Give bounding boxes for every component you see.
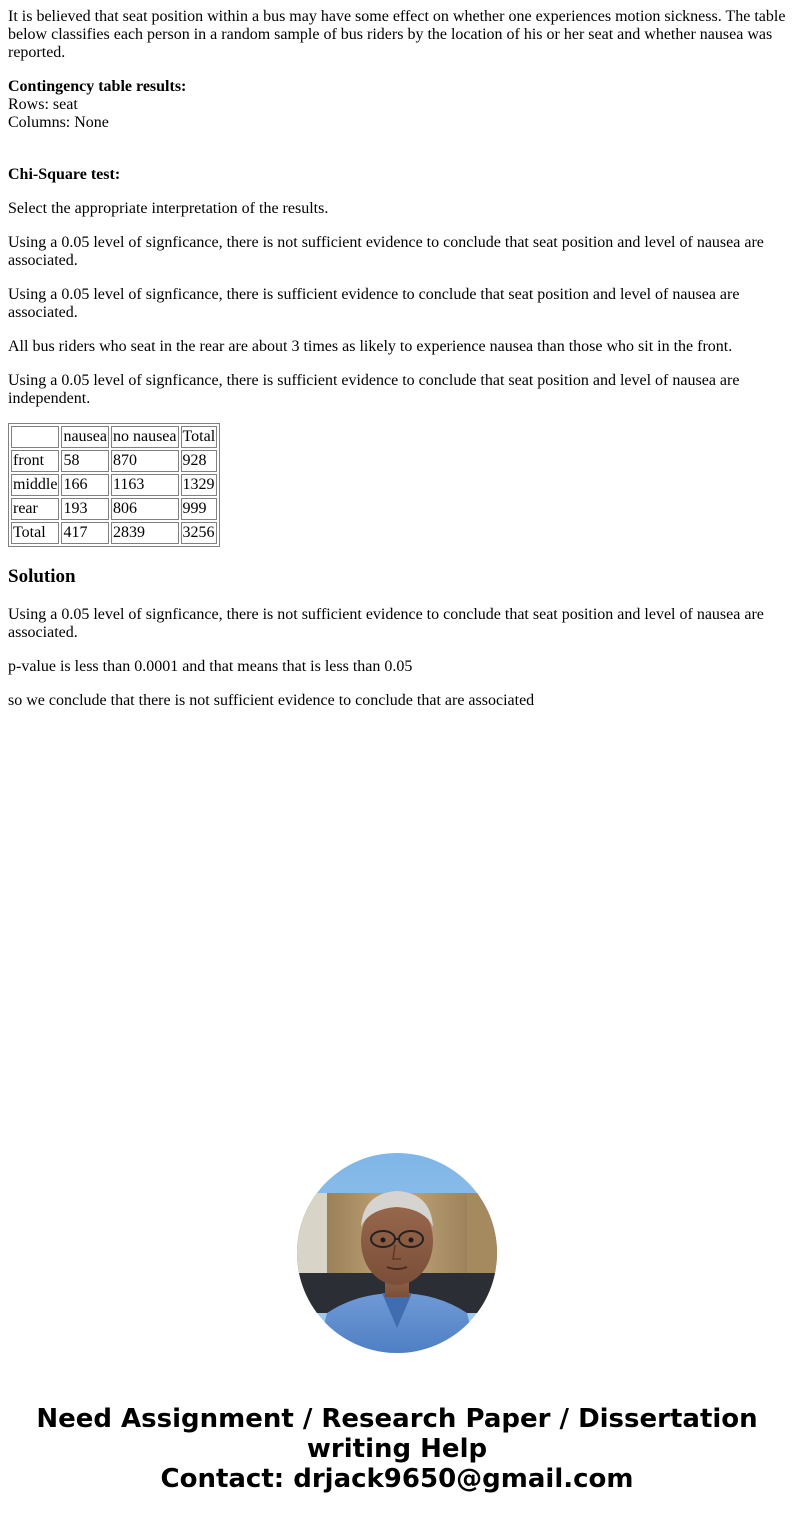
option-4: Using a 0.05 level of signficance, there is sufficient evidence to conclude that seat position and level of nausea are independent. <box>8 372 740 407</box>
table-cell: 870 <box>111 450 179 472</box>
table-cell: middle <box>11 474 59 496</box>
footer-line-1: Need Assignment / Research Paper / Dissertation <box>36 1404 758 1434</box>
footer-line-2: writing Help <box>306 1434 488 1464</box>
table-cell: 166 <box>61 474 109 496</box>
table-header-cell: Total <box>181 426 218 448</box>
table-cell: 417 <box>61 522 109 544</box>
table-cell: Total <box>11 522 59 544</box>
solution-line: so we conclude that there is not sufficient evidence to conclude that are associated <box>8 692 535 709</box>
table-cell: 999 <box>181 498 218 520</box>
table-header-row <box>11 426 217 448</box>
contingency-table <box>8 423 220 547</box>
table-cell: 1163 <box>111 474 179 496</box>
chi-square-title: Chi-Square test: <box>8 166 121 183</box>
table-header-cell: no nausea <box>111 426 179 448</box>
table-row <box>11 522 217 544</box>
table-cell: 928 <box>181 450 218 472</box>
table-header-cell: nausea <box>61 426 109 448</box>
option-3: All bus riders who seat in the rear are about 3 times as likely to experience nausea than those who sit in the front. <box>8 338 733 355</box>
solution-line: p-value is less than 0.0001 and that means that is less than 0.05 <box>8 658 413 675</box>
option-1: Using a 0.05 level of signficance, there is not sufficient evidence to conclude that seat position and level of nausea are associated. <box>8 234 764 269</box>
footer-banner <box>0 1404 794 1494</box>
page-content <box>0 0 794 710</box>
table-row <box>11 474 217 496</box>
contingency-results <box>8 78 786 132</box>
table-cell: 806 <box>111 498 179 520</box>
table-cell: 193 <box>61 498 109 520</box>
table-header-cell <box>11 426 59 448</box>
solution-line: Using a 0.05 level of signficance, there is not sufficient evidence to conclude that seat position and level of nausea are associated. <box>8 606 764 641</box>
avatar <box>297 1153 497 1353</box>
columns-line: Columns: None <box>8 114 109 131</box>
avatar-photo <box>297 1153 497 1353</box>
option-2: Using a 0.05 level of signficance, there is sufficient evidence to conclude that seat position and level of nausea are associated. <box>8 286 740 321</box>
footer-contact: Contact: drjack9650@gmail.com <box>160 1464 634 1494</box>
table-cell: front <box>11 450 59 472</box>
table-cell: 2839 <box>111 522 179 544</box>
table-cell: 1329 <box>181 474 218 496</box>
table-row <box>11 498 217 520</box>
solution-heading: Solution <box>8 566 76 587</box>
table-cell: rear <box>11 498 59 520</box>
rows-line: Rows: seat <box>8 96 78 113</box>
question-prompt: Select the appropriate interpretation of the results. <box>8 200 329 217</box>
question-intro: It is believed that seat position within a bus may have some effect on whether one experiences motion sickness. The table below classifies each person in a random sample of bus riders by the location of his or her seat and whether nausea was reported. <box>8 8 786 61</box>
table-cell: 3256 <box>181 522 218 544</box>
table-cell: 58 <box>61 450 109 472</box>
table-row <box>11 450 217 472</box>
contingency-title: Contingency table results: <box>8 78 187 95</box>
